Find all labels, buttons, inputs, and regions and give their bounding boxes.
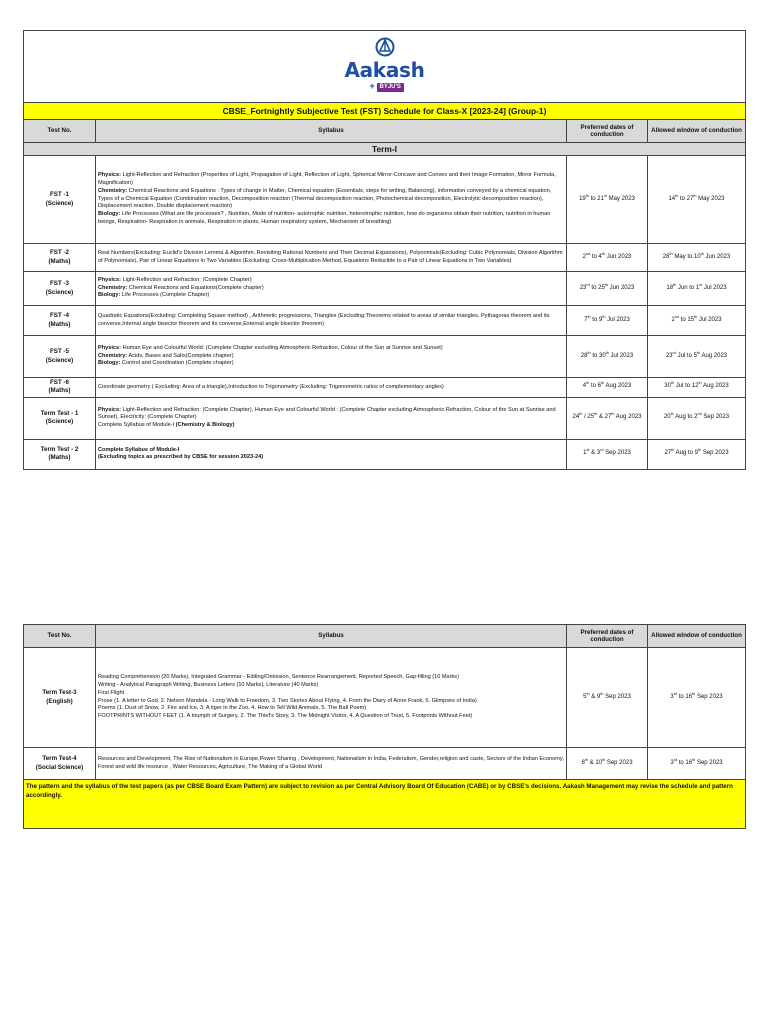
subject-label: Complete Syllabus of Module-I [98, 446, 180, 453]
syllabus-cell [96, 306, 567, 336]
test-number-line: (Maths) [48, 257, 71, 265]
test-number [24, 244, 96, 272]
aakash-logo [343, 36, 427, 96]
preferred-dates: 28th to 30th Jul 2023 [567, 336, 648, 378]
test-number [24, 272, 96, 306]
syllabus-text: First Flight [98, 689, 125, 696]
test-number [24, 378, 96, 398]
schedule-row [24, 244, 746, 272]
allowed-window: 2nd to 15th Jul 2023 [648, 306, 746, 336]
syllabus-text: Life Processes (Complete Chapter) [120, 292, 210, 299]
syllabus-text: Human Eye and Colourful World: (Complete Chapter excluding Atmospheric Refraction, Colour of the Sun at Sunrise and Sunset) [121, 344, 443, 351]
subject-label: Biology: [98, 360, 121, 367]
test-number-line: FST -2 [50, 249, 69, 257]
byjus-badge: BYJU'S [377, 83, 404, 92]
allowed-window: 23rd Jul to 5th Aug 2023 [648, 336, 746, 378]
test-number-line: (Maths) [48, 320, 71, 328]
subject-label: Chemistry: [98, 352, 128, 359]
test-number-line: FST -3 [50, 280, 69, 288]
syllabus-text: FOOTPRINTS WITHOUT FEET (1. A triumph of Surgery, 2. The Thief's Story, 3. The Midnight Visitor, 4. A Question of Trust, 5. Footprints Without Feet) [98, 712, 473, 719]
subject-label: Chemistry: [98, 187, 128, 194]
syllabus-cell [96, 156, 567, 244]
syllabus-line [98, 690, 564, 698]
test-number [24, 156, 96, 244]
syllabus-line [98, 345, 564, 353]
subject-label: Chemistry: [98, 284, 128, 291]
syllabus-line [98, 422, 564, 430]
syllabus-line [98, 360, 564, 368]
syllabus-bold-suffix: (Chemistry & Biology) [175, 422, 235, 429]
syllabus-text: Real Numbers(Excluding: Euclid's Division Lemma & Algorithm, Revisiting Rational Numbers and Their Decimal Expansions), Polynomials(Excluding: Cubic Polynomials, Division Algorithm of Polynomials), Pair of Linear Equations in Two Variables (Excluding: Cross-Multiplication Method, Equations Reducible to a Pair of Linear Equations in Two Variables) [98, 249, 563, 264]
header-syllabus: Syllabus [96, 120, 567, 143]
syllabus-line [98, 172, 564, 187]
schedule-table-1 [23, 30, 746, 470]
allowed-window: 14th to 27th May 2023 [648, 156, 746, 244]
test-number-line: (Science) [45, 356, 74, 364]
syllabus-text: Reading Comprehension (20 Marks), Integrated Grammar - Editing/Omission, Sentence Rearrangement, Reported Speech, Gap-filling (10 Marks) [98, 674, 459, 681]
syllabus-text: Quadratic Equations(Excluding: Completing Square method) , Arithmetic progressions, Triangles (Excluding:Theorems related to areas of similar triangles, Pythagoras theorem and its converse,Internal angle bisector theorem and its converse,External angle bisector theorem) [98, 312, 550, 327]
test-number-line: (English) [46, 697, 73, 705]
test-number-line: Term Test-4 [42, 755, 77, 763]
subject-label: (Excluding topics as prescribed by CBSE for session 2023-24) [98, 454, 264, 461]
subject-label: Physics: [98, 276, 122, 283]
allowed-window: 3rd to 16th Sep 2023 [648, 748, 746, 780]
syllabus-line [98, 713, 564, 721]
header-test-no: Test No. [24, 625, 96, 648]
logo-cell [24, 31, 746, 103]
syllabus-line [98, 250, 564, 265]
test-number-line: Term Test - 1 [40, 409, 79, 417]
header-allowed-window: Allowed window of conduction [648, 120, 746, 143]
test-number-line: (Science) [45, 288, 74, 296]
preferred-dates: 23rd to 25th Jun 2023 [567, 272, 648, 306]
syllabus-line [98, 705, 564, 713]
schedule-row [24, 306, 746, 336]
test-number-line: (Maths) [48, 387, 71, 395]
syllabus-cell [96, 244, 567, 272]
subject-label: Biology: [98, 211, 121, 218]
preferred-dates: 2nd to 4th Jun 2023 [567, 244, 648, 272]
syllabus-text: Writing - Analytical Paragraph Writing, Business Letters (10 Marks), Literature (40 Marks) [98, 682, 319, 689]
allowed-window: 30th Jul to 12th Aug 2023 [648, 378, 746, 398]
syllabus-line [98, 447, 564, 455]
subject-label: Physics: [98, 406, 122, 413]
schedule-row [24, 336, 746, 378]
subject-label: Biology: [98, 292, 121, 299]
preferred-dates: 24th / 25th & 27th Aug 2023 [567, 397, 648, 439]
test-number-line: (Science) [45, 199, 74, 207]
header-test-no: Test No. [24, 120, 96, 143]
syllabus-line [98, 407, 564, 422]
subject-label: Physics: [98, 172, 122, 179]
schedule-row [24, 272, 746, 306]
test-number-line: (Social Science) [35, 763, 84, 771]
brand-plus: + [369, 81, 375, 91]
syllabus-line [98, 682, 564, 690]
syllabus-text: Prose (1. A letter to God, 2. Nelson Mandela - Long Walk to Freedom, 3. Two Stories About Flying, 4. From the Diary of Anne Frank, 5. Glimpses of India) [98, 697, 477, 704]
schedule-title: CBSE_Fortnightly Subjective Test (FST) Schedule for Class-X [2023-24] (Group-1) [24, 103, 746, 120]
schedule-row [24, 648, 746, 748]
brand-name: Aakash [344, 58, 425, 82]
syllabus-cell [96, 272, 567, 306]
syllabus-text: Control and Coordination (Complete chapter) [120, 360, 234, 367]
syllabus-line [98, 353, 564, 361]
allowed-window: 20th Aug to 2nd Sep 2023 [648, 397, 746, 439]
syllabus-line [98, 698, 564, 706]
test-number [24, 306, 96, 336]
test-number-line: FST -5 [50, 348, 69, 356]
test-number [24, 748, 96, 780]
test-number [24, 397, 96, 439]
term-label: Term-I [24, 143, 746, 156]
syllabus-text: Coordinate geometry ( Excluding: Area of a triangle),Introduction to Trigonometry (Excluding: Trigonometric ratios of complementary angles) [98, 383, 444, 390]
syllabus-cell [96, 748, 567, 780]
test-number-line: FST -6 [50, 379, 69, 386]
preferred-dates: 19th to 21st May 2023 [567, 156, 648, 244]
syllabus-cell [96, 336, 567, 378]
syllabus-text: Light-Reflection and Refraction: (Complete Chapter), Human Eye and Colourful World : (Complete Chapter excluding Atmospheric Refraction, Colour of the Sun at Sunrise and Sunset), Electricity: (Complete Chapter) [98, 406, 556, 421]
preferred-dates: 5th & 9th Sep 2023 [567, 648, 648, 748]
schedule-row [24, 748, 746, 780]
aakash-emblem-icon [375, 36, 395, 58]
syllabus-text: Light-Reflection and Refraction: (Complete Chapter) [121, 276, 252, 283]
syllabus-text: Chemical Reactions and Equations : Types of change in Matter, Chemical equation (Essentials, steps for writing, Balancing), information conveyed by a chemical equation, Types of a Chemical Equation (Combination reaction, Decomposition reaction (Thermal decomposition reaction, Photochemical decomposition, Electrolytic decomposition reaction), Displacement reaction, Double displacement reaction) [98, 187, 552, 210]
syllabus-text: Poems (1. Dust of Snow, 2. Fire and Ice, 3. A tiger in the Zoo, 4. How to Tell Wild Animals, 5. The Ball Poem) [98, 705, 367, 712]
syllabus-line [98, 313, 564, 328]
test-number-line: FST -4 [50, 312, 69, 320]
schedule-row [24, 439, 746, 469]
test-number-line: Term Test - 2 [40, 445, 79, 453]
syllabus-line [98, 756, 564, 771]
syllabus-line [98, 188, 564, 211]
syllabus-line [98, 277, 564, 285]
allowed-window: 18th Jun to 1st Jul 2023 [648, 272, 746, 306]
syllabus-line [98, 454, 564, 462]
test-number-line: FST -1 [50, 191, 69, 199]
syllabus-line [98, 384, 564, 392]
syllabus-cell [96, 648, 567, 748]
test-number [24, 336, 96, 378]
test-number-line: Term Test-3 [42, 689, 77, 697]
syllabus-text: Acids, Bases and Salts(Complete chapter) [127, 352, 234, 359]
syllabus-text: Life Processes (What are life processes? , Nutrition, Mode of nutrition- autotrophic nutrition, heterotrophic nutrition, how do organisms obtain their nutrition, nutrition in human beings, Respiration- Respiration in animals, Respiration in plants, Human respiratory system, Mechanism of breathing) [98, 211, 551, 225]
header-row-2 [24, 625, 746, 648]
allowed-window: 3rd to 16th Sep 2023 [648, 648, 746, 748]
syllabus-text: Resources and Development, The Rise of Nationalism in Europe,Power Sharing , Development, Nationalism in India, Federalism, Gender,religion and caste, Sectors of the Indian Economy, Forest and wild life resource , Water Resources, Agriculture, The Making of a Global World [98, 755, 564, 770]
schedule-row [24, 156, 746, 244]
test-number [24, 648, 96, 748]
syllabus-line [98, 292, 564, 300]
header-preferred-dates: Preferred dates of conduction [567, 625, 648, 648]
syllabus-cell [96, 378, 567, 398]
test-number-line: (Science) [45, 418, 74, 426]
header-syllabus: Syllabus [96, 625, 567, 648]
schedule-row [24, 378, 746, 398]
syllabus-text: Complete Syllabus of Module-I [98, 422, 176, 429]
schedule-row [24, 397, 746, 439]
syllabus-cell [96, 439, 567, 469]
syllabus-line [98, 211, 564, 226]
header-row [24, 120, 746, 143]
disclaimer-note: The pattern and the syllabus of the test papers (as per CBSE Board Exam Pattern) are subject to revision as per Central Advisory Board Of Education (CABE) or by CBSE's decisions. Aakash Management may revise the schedule and pattern accordingly. [24, 780, 746, 829]
test-number-line: (Maths) [48, 454, 71, 462]
syllabus-text: Chemical Reactions and Equations(Complete chapter) [127, 284, 264, 291]
syllabus-line [98, 285, 564, 293]
header-allowed-window: Allowed window of conduction [648, 625, 746, 648]
syllabus-line [98, 674, 564, 682]
test-number [24, 439, 96, 469]
schedule-table-2 [23, 624, 746, 829]
preferred-dates: 1st & 3rd Sep 2023 [567, 439, 648, 469]
allowed-window: 28th May to 10th Jun 2023 [648, 244, 746, 272]
syllabus-text: Light-Reflection and Refraction (Properties of Light, Propagation of Light, Reflection of Light, Spherical Mirror-Concave and Convex and their Image Formation, Mirror Formula, Magnification) [98, 172, 556, 187]
preferred-dates: 8th & 10th Sep 2023 [567, 748, 648, 780]
preferred-dates: 4th to 6th Aug 2023 [567, 378, 648, 398]
subject-label: Physics: [98, 344, 122, 351]
preferred-dates: 7th to 9th Jul 2023 [567, 306, 648, 336]
header-preferred-dates: Preferred dates of conduction [567, 120, 648, 143]
syllabus-cell [96, 397, 567, 439]
allowed-window: 27th Aug to 9th Sep 2023 [648, 439, 746, 469]
